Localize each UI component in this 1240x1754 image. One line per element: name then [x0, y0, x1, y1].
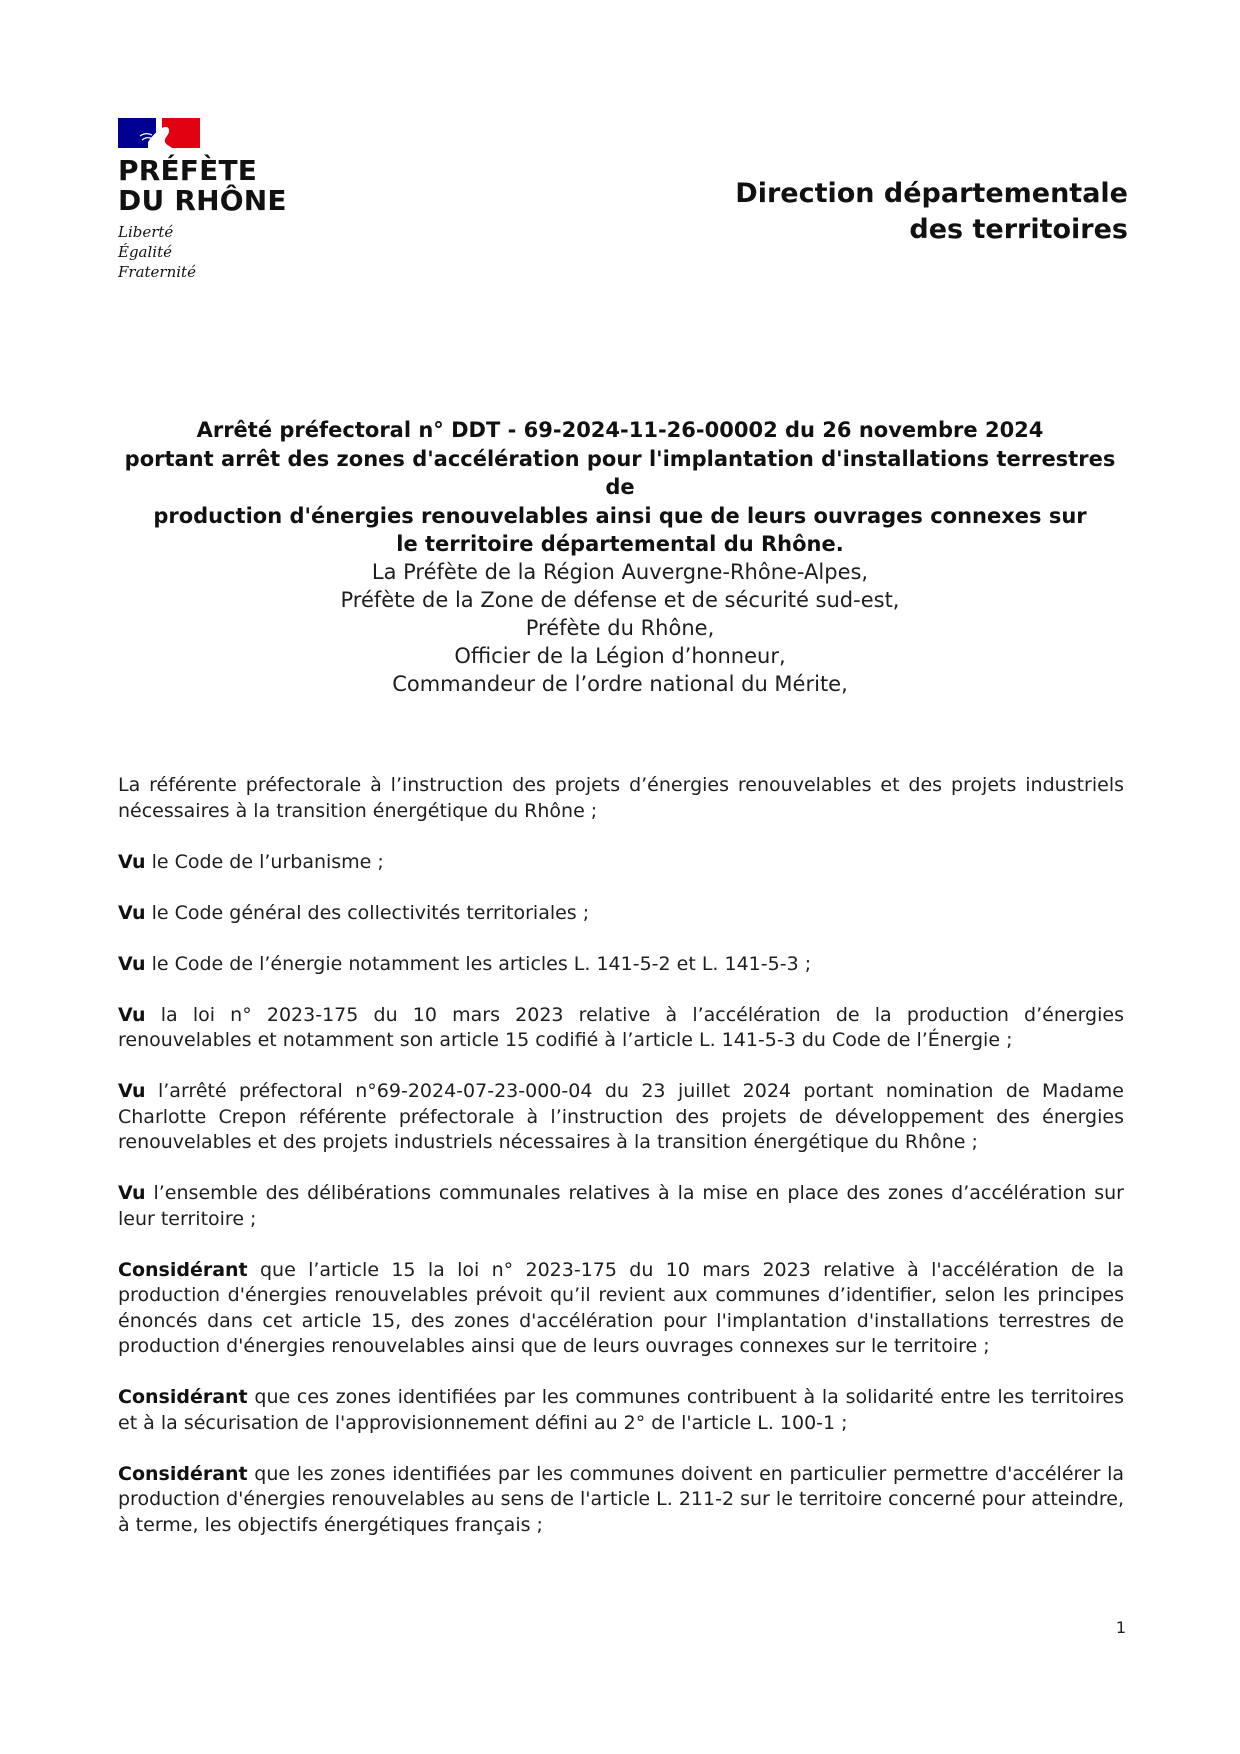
- logo-title: [118, 156, 318, 216]
- authority-line: Préfète du Rhône,: [525, 616, 715, 640]
- authority-line: Commandeur de l’ordre national du Mérite,: [392, 672, 848, 696]
- intro-paragraph: La référente préfectorale à l’instruction des projets d’énergies renouvelables et des projets industriels nécessaires à la transition énergétique du Rhône ;: [118, 774, 1124, 822]
- prefecture-logo: [118, 118, 318, 282]
- considerant-label: Considérant: [118, 1462, 248, 1485]
- department-line-2: des territoires: [909, 214, 1128, 245]
- logo-line-1: PRÉFÈTE: [118, 154, 258, 187]
- republic-motto: [118, 222, 318, 282]
- vu-paragraph: Vu le Code de l’urbanisme ;: [118, 850, 384, 873]
- vu-label: Vu: [118, 1003, 146, 1026]
- vu-paragraph: Vu le Code général des collectivités territoriales ;: [118, 901, 590, 924]
- vu-label: Vu: [118, 1182, 146, 1204]
- vu-paragraph: Vu l’arrêté préfectoral n°69-2024-07-23-000-04 du 23 juillet 2024 portant nomination de Madame Charlotte Crepon référente préfectorale à l’instruction des projets de développement des énergies renouvelables et des projets industriels nécessaires à la transition énergétique du Rhône ;: [118, 1080, 1124, 1153]
- department-header: [735, 176, 1128, 248]
- decree-title-line-3: production d'énergies renouvelables ainsi que de leurs ouvrages connexes sur: [153, 503, 1087, 528]
- department-line-1: Direction départementale: [735, 178, 1128, 209]
- vu-label: Vu: [118, 952, 146, 975]
- vu-label: Vu: [118, 1080, 146, 1102]
- vu-paragraph: Vu la loi n° 2023-175 du 10 mars 2023 relative à l’accélération de la production d’énergies renouvelables et notamment son article 15 codifié à l’article L. 141-5-3 du Code de l’Énergie ;: [118, 1003, 1124, 1051]
- considerant-label: Considérant: [118, 1258, 248, 1281]
- considerant-paragraph: Considérant que l’article 15 la loi n° 2023-175 du 10 mars 2023 relative à l'accélération de la production d'énergies renouvelables prévoit qu’il revient aux communes d’identifier, selon les principes énoncés dans cet article 15, des zones d'accélération pour l'implantation d'installations terrestres de production d'énergies renouvelables ainsi que de leurs ouvrages connexes sur le territoire ;: [118, 1258, 1124, 1357]
- vu-paragraph: Vu l’ensemble des délibérations communales relatives à la mise en place des zones d’accélération sur leur territoire ;: [118, 1182, 1124, 1230]
- motto-liberte: Liberté: [118, 223, 174, 241]
- considerant-paragraph: Considérant que les zones identifiées par les communes doivent en particulier permettre d'accélérer la production d'énergies renouvelables au sens de l'article L. 211-2 sur le territoire concerné pour atteindre, à terme, les objectifs énergétiques français ;: [118, 1462, 1124, 1536]
- decree-title-line-1: Arrêté préfectoral n° DDT - 69-2024-11-26-00002 du 26 novembre 2024: [196, 418, 1044, 442]
- logo-line-2: DU RHÔNE: [118, 184, 287, 217]
- marianne-flag-icon: [118, 118, 200, 148]
- authority-line: Officier de la Légion d’honneur,: [454, 644, 786, 668]
- decree-title: [110, 416, 1130, 559]
- motto-fraternite: Fraternité: [118, 263, 196, 281]
- authority-line: Préfète de la Zone de défense et de sécurité sud-est,: [340, 588, 900, 612]
- decree-title-line-2: portant arrêt des zones d'accélération pour l'implantation d'installations terrestres de: [124, 446, 1116, 499]
- vu-label: Vu: [118, 850, 146, 873]
- page-number: 1: [1115, 1618, 1126, 1637]
- decree-body: [118, 773, 1124, 1564]
- authority-block: [110, 558, 1130, 698]
- vu-paragraph: Vu le Code de l’énergie notamment les articles L. 141-5-2 et L. 141-5-3 ;: [118, 952, 812, 975]
- decree-title-line-4: le territoire départemental du Rhône.: [396, 532, 844, 556]
- considerant-paragraph: Considérant que ces zones identifiées par les communes contribuent à la solidarité entre les territoires et à la sécurisation de l'approvisionnement défini au 2° de l'article L. 100-1 ;: [118, 1386, 1124, 1434]
- motto-egalite: Égalité: [118, 243, 172, 261]
- authority-line: La Préfète de la Région Auvergne-Rhône-Alpes,: [371, 560, 869, 584]
- vu-label: Vu: [118, 901, 146, 924]
- considerant-label: Considérant: [118, 1386, 248, 1408]
